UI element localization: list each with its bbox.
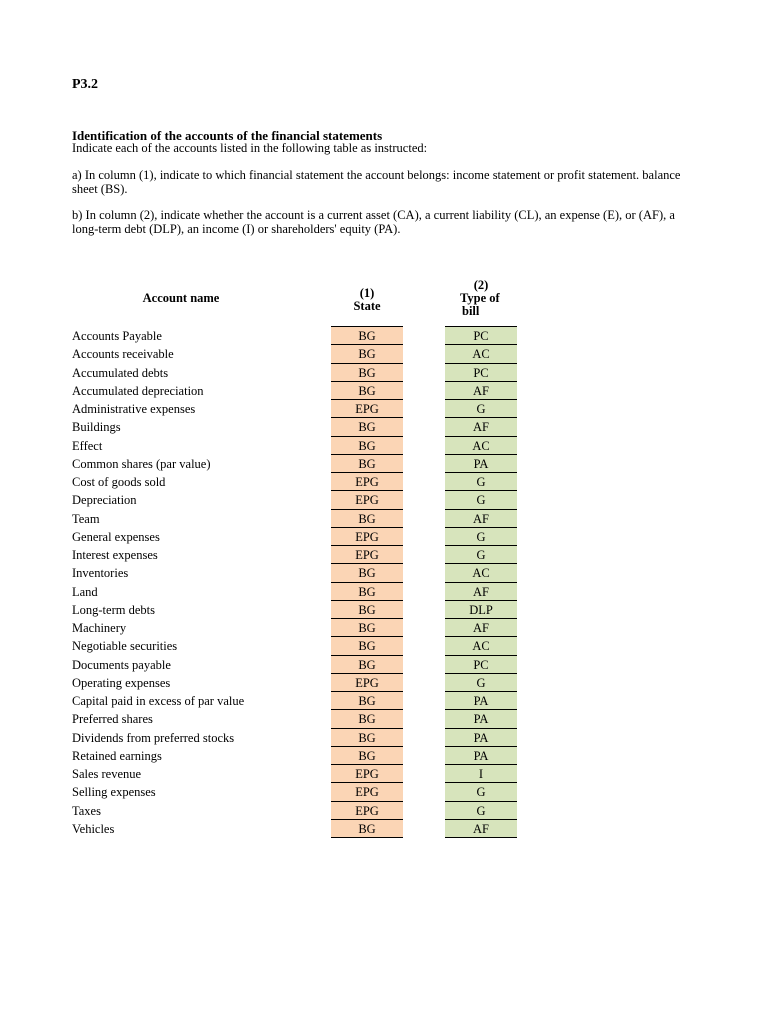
state-cell: BG [331,820,403,838]
state-cell: BG [331,656,403,674]
table-row [0,510,768,528]
header-type-label-line2: bill [462,304,480,318]
type-cell: PC [445,327,517,345]
account-name-cell: Vehicles [72,821,115,836]
state-cell: BG [331,729,403,747]
account-name-cell: Team [72,511,100,526]
instruction-b: b) In column (2), indicate whether the account is a current asset (CA), a current liability (CL), an expense (E), or (AF), a long-term debt (DLP), an income (I) or shareholders' equity (PA). [72,208,675,236]
state-cell: EPG [331,765,403,783]
table-row [0,564,768,582]
state-cell: BG [331,637,403,655]
header-state-label: State [353,299,381,313]
account-name-cell: Selling expenses [72,785,156,800]
header-type [445,279,517,318]
table-row [0,327,768,345]
table-row [0,783,768,801]
type-cell: G [445,783,517,801]
type-cell: AF [445,382,517,400]
account-name-cell: Accounts Payable [72,329,162,343]
table-row [0,747,768,765]
state-cell: BG [331,747,403,765]
accounts-table [0,327,768,838]
account-name-cell: Effect [72,438,103,453]
table-row [0,382,768,400]
type-cell: PA [445,692,517,710]
type-cell: PC [445,364,517,382]
header-state-number: (1) [359,286,375,300]
state-cell: BG [331,583,403,601]
state-cell: BG [331,601,403,619]
type-cell: G [445,528,517,546]
type-cell: G [445,491,517,509]
table-row [0,583,768,601]
type-cell: AC [445,637,517,655]
state-cell: EPG [331,802,403,820]
header-state [331,287,403,313]
account-name-cell: Interest expenses [72,548,158,562]
table-row [0,802,768,820]
type-cell: PA [445,729,517,747]
account-name-cell: Accumulated debts [72,365,169,380]
type-cell: G [445,473,517,491]
state-cell: BG [331,619,403,637]
table-row [0,400,768,418]
account-name-cell: Documents payable [72,657,171,672]
state-cell: EPG [331,473,403,491]
table-row [0,656,768,674]
section-title: Identification of the accounts of the financial statements [72,128,383,143]
state-cell: EPG [331,674,403,692]
account-name-cell: Machinery [72,621,127,635]
table-row [0,637,768,655]
account-name-cell: Operating expenses [72,675,171,690]
table-row [0,820,768,838]
type-cell: AF [445,619,517,637]
account-name-cell: Retained earnings [72,748,162,763]
type-cell: AC [445,437,517,455]
table-row [0,729,768,747]
table-row [0,710,768,728]
type-cell: AF [445,583,517,601]
table-row [0,692,768,710]
type-cell: AF [445,418,517,436]
state-cell: EPG [331,528,403,546]
type-cell: I [445,765,517,783]
state-cell: BG [331,692,403,710]
state-cell: BG [331,437,403,455]
table-row [0,546,768,564]
type-cell: G [445,802,517,820]
table-row [0,473,768,491]
header-type-label-line1: Type of [460,291,500,305]
account-name-cell: Taxes [72,803,101,818]
account-name-cell: Buildings [72,420,121,435]
type-cell: G [445,400,517,418]
state-cell: BG [331,710,403,728]
type-cell: AC [445,345,517,363]
account-name-cell: Long-term debts [72,602,155,617]
account-name-cell: Depreciation [72,493,137,508]
account-name-cell: General expenses [72,529,160,544]
type-cell: AF [445,510,517,528]
type-cell: DLP [445,601,517,619]
table-row [0,601,768,619]
account-name-cell: Land [72,584,98,599]
account-name-cell: Administrative expenses [72,402,196,416]
state-cell: EPG [331,491,403,509]
problem-id: P3.2 [72,77,99,92]
header-type-number: (2) [473,278,489,292]
type-cell: PA [445,747,517,765]
type-cell: PC [445,656,517,674]
table-row [0,491,768,509]
state-cell: BG [331,382,403,400]
type-cell: G [445,546,517,564]
account-name-cell: Capital paid in excess of par value [72,694,245,708]
type-cell: AC [445,564,517,582]
table-row [0,437,768,455]
table-row [0,674,768,692]
table-row [0,364,768,382]
header-account-name: Account name [142,291,220,305]
state-cell: BG [331,364,403,382]
type-cell: G [445,674,517,692]
intro-text: Indicate each of the accounts listed in the following table as instructed: [72,141,428,155]
state-cell: EPG [331,783,403,801]
state-cell: BG [331,510,403,528]
type-cell: AF [445,820,517,838]
state-cell: BG [331,327,403,345]
account-name-cell: Preferred shares [72,712,153,727]
account-name-cell: Dividends from preferred stocks [72,730,235,745]
state-cell: EPG [331,546,403,564]
state-cell: BG [331,455,403,473]
state-cell: BG [331,418,403,436]
account-name-cell: Accounts receivable [72,347,174,362]
table-row [0,619,768,637]
table-row [0,345,768,363]
account-name-cell: Sales revenue [72,767,142,781]
account-name-cell: Negotiable securities [72,639,178,654]
account-name-cell: Common shares (par value) [72,456,211,471]
type-cell: PA [445,710,517,728]
account-name-cell: Cost of goods sold [72,475,166,489]
state-cell: EPG [331,400,403,418]
account-name-cell: Accumulated depreciation [72,383,204,398]
type-cell: PA [445,455,517,473]
table-row [0,765,768,783]
table-row [0,528,768,546]
account-name-cell: Inventories [72,566,129,581]
table-row [0,455,768,473]
table-row [0,418,768,436]
instruction-a: a) In column (1), indicate to which financial statement the account belongs: income statement or profit statement. balance sheet (BS). [72,168,681,196]
state-cell: BG [331,564,403,582]
state-cell: BG [331,345,403,363]
